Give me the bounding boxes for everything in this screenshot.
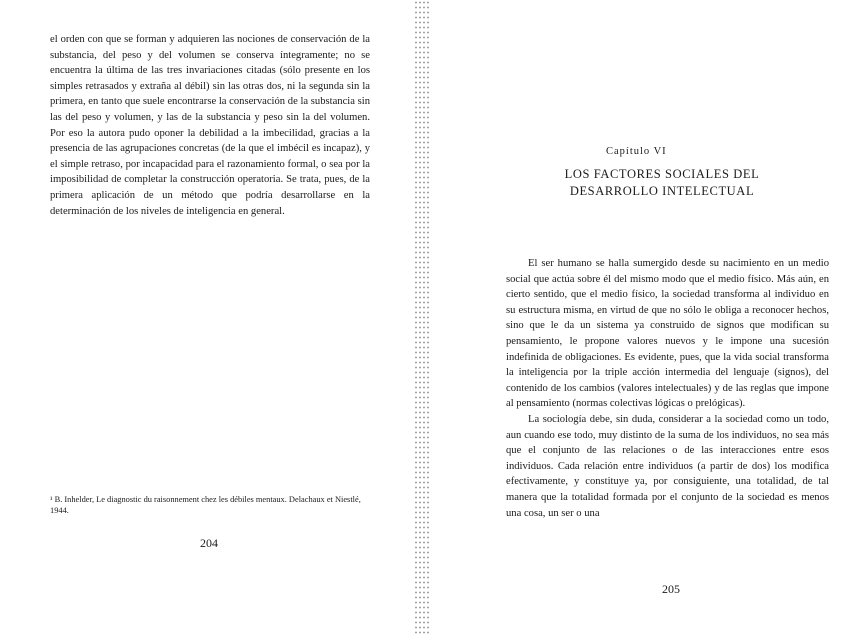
book-gutter xyxy=(414,0,430,635)
right-page xyxy=(432,0,848,635)
chapter-label: Capítulo VI xyxy=(606,146,667,157)
left-page-number: 204 xyxy=(200,536,218,550)
left-page xyxy=(0,0,412,635)
chapter-title-line: LOS FACTORES SOCIALES DEL xyxy=(564,167,760,181)
chapter-title xyxy=(532,166,792,200)
chapter-title-line: DESARROLLO INTELECTUAL xyxy=(569,184,755,198)
right-page-number: 205 xyxy=(662,582,680,596)
right-paragraph-2: La sociología debe, sin duda, considerar a la sociedad como un todo, aun cuando ese todo, muy distinto de la suma de los individuos, no sea más que el conjunto de las relaciones o de las interacciones entre esos individuos. Cada relación entre individuos (a partir de dos) los modifica efectivamente, y constituye ya, por consiguiente, una totalidad, de tal manera que la totalidad formada por el conjunto de la sociedad es menos una cosa, un ser o una xyxy=(506,413,829,519)
right-paragraph-1: El ser humano se halla sumergido desde su nacimiento en un medio social que actúa sobre él del mismo modo que el medio físico. Más aún, en cierto sentido, que el medio físico, la sociedad transforma al individuo en su estructura misma, en virtud de que no sólo le obliga a reconocer hechos, sino que le da un sistema ya construido de signos que modifican su pensamiento, le propone valores nuevos y le impone una sucesión indefinida de obligaciones. Es evidente, pues, que la vida social transforma la inteligencia por la triple acción intermedia del lenguaje (signos), del contenido de los cambios (valores intelectuales) y de las reglas que impone al pensamiento (normas colectivas lógicas o prelógicas). xyxy=(506,258,829,410)
left-paragraph: el orden con que se forman y adquieren las nociones de conservación de la substancia, del peso y del volumen se conserva íntegramente; no se encuentra la última de las tres invariaciones citadas (sólo presente en los simples retrasados y extraña al débil) sin las otras dos, ni la segunda sin la primera, en tanto que suele encontrarse la conservación de la substancia sin las del peso y volumen, y las de la substancia y peso sin la del volumen. Por eso la autora pudo oponer la debilidad a la imbecilidad, gracias a la presencia de las agrupaciones concretas (de la que el imbécil es incapaz), y el simple retraso, por incapacidad para el razonamiento formal, o sea por la imposibilidad de completar la construcción operatoria. Se trata, pues, de la primera aplicación de un método que podría desarrollarse en la determinación de los niveles de inteligencia en general. xyxy=(50,34,370,217)
footnote: ¹ B. Inhelder, Le diagnostic du raisonnement chez les débiles mentaux. Delachaux et Niestlé, 1944. xyxy=(50,495,361,515)
right-body-text xyxy=(506,256,829,521)
left-body-text xyxy=(50,32,370,219)
